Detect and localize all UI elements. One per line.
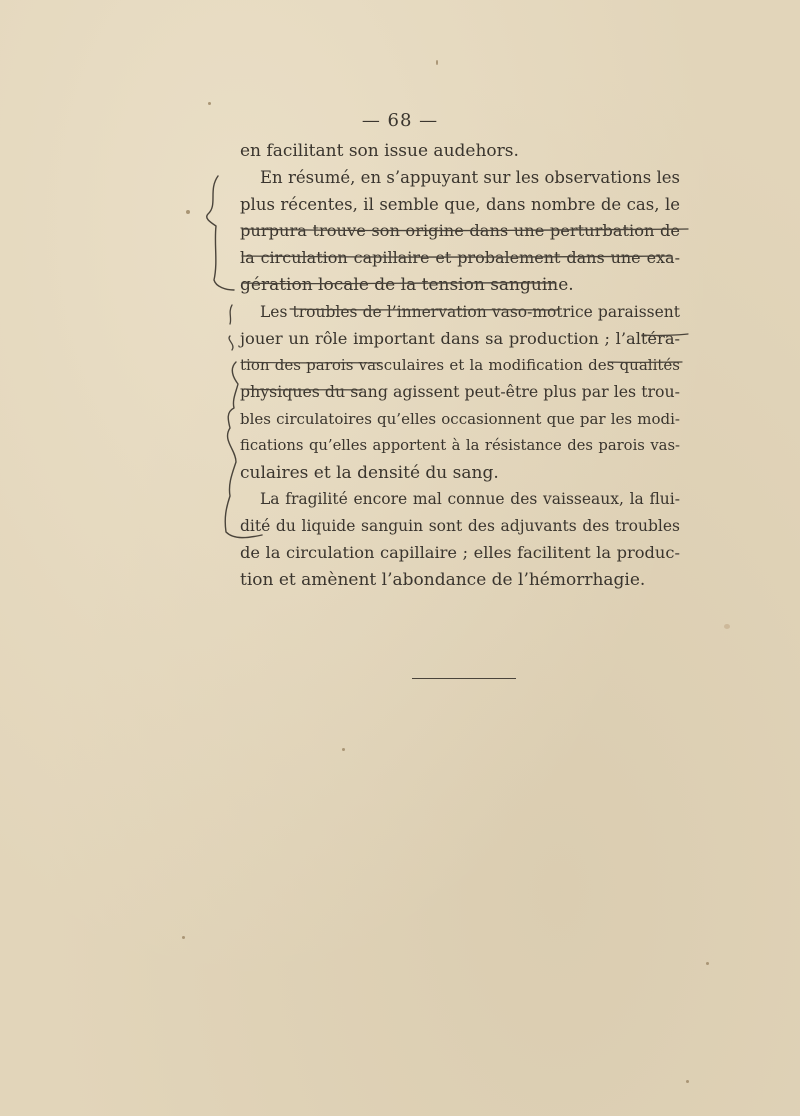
page-number: — 68 — — [361, 110, 439, 131]
text-line-15: dité du liquide sanguin sont des adjuvants des troubles — [240, 517, 680, 536]
text-line-1: en facilitant son issue audehors. — [240, 141, 519, 161]
paper-speck — [186, 210, 190, 214]
paper-speck — [208, 102, 211, 105]
paper-speck — [342, 748, 345, 751]
text-line-14: La fragilité encore mal connue des vaisseaux, la flui- — [260, 490, 680, 509]
paper-speck — [182, 936, 185, 939]
text-line-4: purpura trouve son origine dans une perturbation de — [240, 221, 680, 241]
text-line-10: physiques du sang agissent peut-être plus par les trou- — [240, 382, 680, 402]
text-line-7: Les troubles de l’innervation vaso-motrice paraissent — [260, 302, 680, 321]
text-line-11: bles circulatoires qu’elles occasionnent que par les modi- — [240, 409, 680, 428]
text-line-9: tion des parois vasculaires et la modification des qualités — [240, 356, 680, 375]
text-line-5: la circulation capillaire et probalement dans une exa- — [240, 248, 680, 268]
bracket-1 — [207, 176, 234, 290]
text-line-8: jouer un rôle important dans sa production ; l’altéra- — [240, 328, 680, 348]
paper-speck — [686, 1080, 689, 1083]
text-line-3: plus récentes, il semble que, dans nombre de cas, le — [240, 194, 680, 214]
body-text — [240, 138, 680, 594]
text-line-12: fications qu’elles apportent à la résistance des parois vas- — [240, 436, 680, 454]
text-line-6: gération locale de la tension sanguine. — [240, 274, 574, 295]
text-line-17: tion et amènent l’abondance de l’hémorrhagie. — [240, 569, 646, 590]
paper-speck — [706, 962, 709, 965]
text-line-2: En résumé, en s’appuyant sur les observations les — [260, 167, 680, 187]
paper-speck — [436, 60, 438, 65]
text-line-16: de la circulation capillaire ; elles facilitent la produc- — [240, 542, 680, 562]
text-line-13: culaires et la densité du sang. — [240, 462, 499, 483]
bracket-2 — [230, 305, 232, 324]
paper-speck — [724, 624, 730, 629]
bracket-3 — [229, 336, 233, 350]
end-rule — [412, 678, 516, 679]
